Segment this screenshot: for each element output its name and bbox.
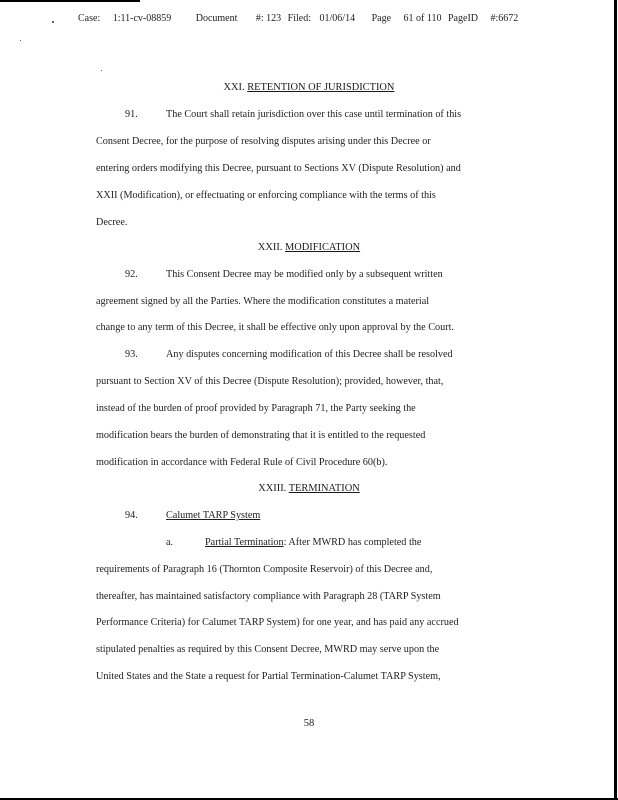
- page-of: 61 of 110: [403, 13, 442, 24]
- subparagraph-first-line: [205, 537, 421, 548]
- paragraph-line: thereafter, has maintained satisfactory compliance with Paragraph 28 (TARP System: [96, 591, 441, 602]
- paragraph-number: 93.: [125, 349, 138, 360]
- paragraph-title: Calumet TARP System: [166, 510, 261, 521]
- filed-label: Filed:: [287, 13, 312, 24]
- paragraph-number: 92.: [125, 269, 138, 280]
- paragraph-number: 94.: [125, 510, 138, 521]
- paragraph-line: XXII (Modification), or effectuating or enforcing compliance with the terms of this: [96, 190, 436, 201]
- paragraph-line: modification bears the burden of demonstrating that it is entitled to the requested: [96, 430, 426, 441]
- paragraph-line: entering orders modifying this Decree, pursuant to Sections XV (Dispute Resolution) and: [96, 163, 461, 174]
- paragraph-line: The Court shall retain jurisdiction over this case until termination of this: [166, 109, 462, 120]
- section-heading-modification: [0, 242, 618, 253]
- document-number: #: 123: [255, 13, 282, 24]
- section-heading-termination: [0, 483, 618, 494]
- pageid-value: #:6672: [490, 13, 519, 24]
- paragraph-line: requirements of Paragraph 16 (Thornton Composite Reservoir) of this Decree and,: [96, 564, 433, 575]
- filed-date: 01/06/14: [319, 13, 356, 24]
- section-title: TERMINATION: [288, 483, 360, 494]
- paragraph-line: Decree.: [96, 217, 128, 228]
- paragraph-line: pursuant to Section XV of this Decree (Dispute Resolution); provided, however, that,: [96, 376, 444, 387]
- document-label: Document: [195, 13, 238, 24]
- section-title: MODIFICATION: [285, 242, 361, 253]
- page-number: 58: [303, 718, 315, 729]
- paragraph-line: Any disputes concerning modification of this Decree shall be resolved: [166, 349, 453, 360]
- section-numeral: XXII.: [257, 242, 283, 253]
- paragraph-line: instead of the burden of proof provided by Paragraph 71, the Party seeking the: [96, 403, 416, 414]
- paragraph-line: change to any term of this Decree, it shall be effective only upon approval by the Court.: [96, 322, 454, 333]
- section-title: RETENTION OF JURISDICTION: [247, 82, 395, 93]
- paragraph-line: modification in accordance with Federal Rule of Civil Procedure 60(b).: [96, 457, 388, 468]
- paragraph-line: United States and the State a request for Partial Termination-Calumet TARP System,: [96, 671, 441, 682]
- subparagraph-letter: a.: [166, 537, 174, 548]
- subparagraph-text: : After MWRD has completed the: [283, 537, 422, 548]
- case-label: Case:: [78, 13, 101, 24]
- paragraph-number: 91.: [125, 109, 138, 120]
- paragraph-line: agreement signed by all the Parties. Where the modification constitutes a material: [96, 296, 430, 307]
- section-numeral: XXIII.: [258, 483, 287, 494]
- section-heading-retention: [0, 82, 618, 93]
- paragraph-line: stipulated penalties as required by this Consent Decree, MWRD may serve upon the: [96, 644, 440, 655]
- section-numeral: XXI.: [223, 82, 245, 93]
- paragraph-line: Consent Decree, for the purpose of resolving disputes arising under this Decree or: [96, 136, 431, 147]
- subparagraph-title: Partial Termination: [205, 537, 284, 548]
- pageid-label: PageID: [448, 13, 478, 24]
- page-label: Page: [371, 13, 392, 24]
- case-number: 1:11-cv-08859: [112, 13, 172, 24]
- paragraph-line: This Consent Decree may be modified only by a subsequent written: [166, 269, 443, 280]
- paragraph-line: Performance Criteria) for Calumet TARP System) for one year, and has paid any accrued: [96, 617, 459, 628]
